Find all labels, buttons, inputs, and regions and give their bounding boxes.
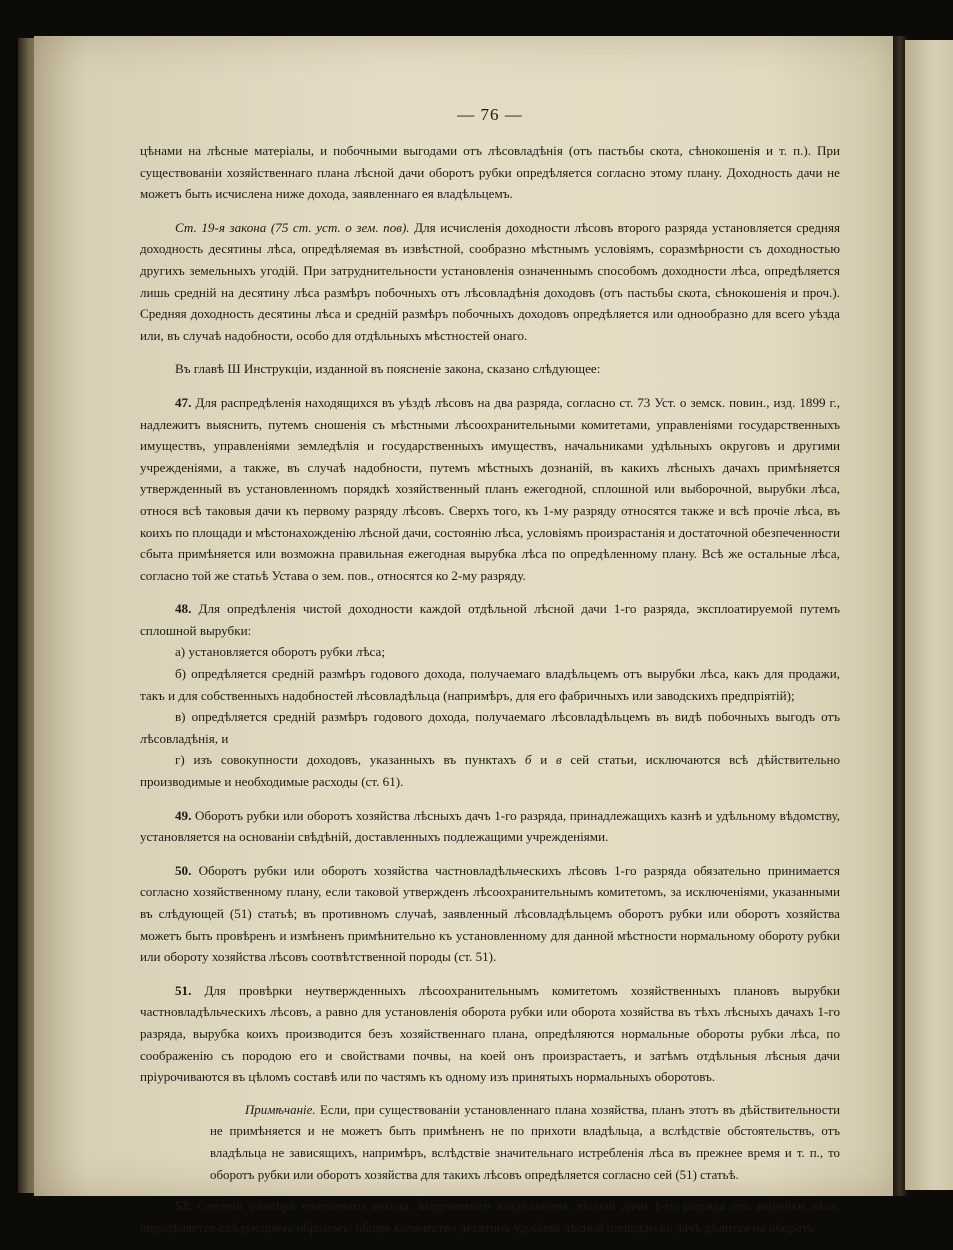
page-number: — 76 — bbox=[457, 105, 523, 124]
article-48-item-g bbox=[140, 749, 840, 792]
note-label: Примѣчаніе. bbox=[245, 1102, 316, 1117]
article-52 bbox=[140, 1195, 840, 1238]
article-48-text: Для опредѣленія чистой доходности каждой отдѣльной лѣсной дачи 1-го разряда, эксплоатируемой путемъ сплошной вырубки: bbox=[140, 601, 840, 638]
article-51 bbox=[140, 980, 840, 1088]
article-49-text: Оборотъ рубки или оборотъ хозяйства лѣсныхъ дачъ 1-го разряда, принадлежащихъ казнѣ и удѣльному вѣдомству, установляется на основаніи свѣдѣній, доставленныхъ подлежащими учрежденіями. bbox=[140, 807, 840, 845]
article-50 bbox=[140, 860, 840, 968]
article-48-item-a: а) установляется оборотъ рубки лѣса; bbox=[175, 644, 385, 660]
article-47 bbox=[140, 392, 840, 586]
article-51-note bbox=[210, 1100, 840, 1186]
note-text: Если, при существованіи установленнаго плана хозяйства, планъ этотъ въ дѣйствительности не примѣняется и не можетъ быть примѣненъ не по прихоти владѣльца, а вслѣдствіе обстоятельствъ, отъ владѣльца не зависящихъ, напримѣръ, вслѣдствіе значительнаго истребленія лѣса въ прежнее время и т. п., то оборотъ рубки или оборотъ хозяйства для такихъ лѣсовъ опредѣляется согласно сей (51) статьѣ. bbox=[210, 1102, 840, 1182]
next-page-edge bbox=[905, 40, 953, 1190]
article-19-reference: Ст. 19-я закона (75 ст. уст. о зем. пов). bbox=[175, 219, 410, 235]
paragraph-chapter-intro: Въ главѣ Ш Инструкціи, изданной въ поясненіе закона, сказано слѣдующее: bbox=[175, 361, 601, 377]
article-48-item-b: б) опредѣляется средній размѣръ годового дохода, получаемаго владѣльцемъ отъ вырубки лѣса, какъ для продажи, такъ и для собственныхъ надобностей лѣсовладѣльца (напримѣръ, для его фабричныхъ или заводскихъ предпріятій); bbox=[140, 666, 840, 703]
page-text bbox=[140, 100, 840, 1250]
article-48-item-v: в) опредѣляется средній размѣръ годового дохода, получаемаго лѣсовладѣльцемъ въ видѣ побочныхъ выгодъ отъ лѣсовладѣнія, и bbox=[140, 709, 840, 746]
article-48-item-g-start: г) изъ совокупности доходовъ, указанныхъ въ пунктахъ bbox=[175, 752, 525, 768]
article-48-intro bbox=[140, 598, 840, 641]
article-49 bbox=[140, 805, 840, 848]
article-47-text: Для распредѣленія находящихся въ уѣздѣ лѣсовъ на два разряда, согласно ст. 73 Уст. о земск. повин., изд. 1899 г., надлежитъ выяснить, путемъ сношенія съ мѣстными лѣсоохранительными комитетами, управленіями государственныхъ имуществъ, управленіями земледѣлія и государственныхъ имуществъ, начальниками удѣльныхъ округовъ и другими учрежденіями, а также, въ случаѣ надобности, путемъ мѣстныхъ дознаній, въ какихъ лѣсныхъ дачахъ примѣняется утвержденный въ установленномъ порядкѣ хозяйственный планъ ежегодной, сплошной или выборочной, вырубки лѣса, относя всѣ таковыя дачи къ первому разряду лѣсовъ. Сверхъ того, къ 1-му разряду относятся также и всѣ прочіе лѣса, въ коихъ по площади и мѣстонахожденію лѣсной дачи, состоянію лѣса, условіямъ произрастанія и достаточной обезпеченности сбыта примѣняется или возможна правильная ежегодная вырубка лѣса по опредѣленному плану. Всѣ же остальные лѣса, согласно той же статьѣ Устава о зем. пов., относятся ко 2-му разряду. bbox=[140, 394, 840, 583]
article-52-number: 52. bbox=[175, 1198, 192, 1214]
article-19-text: Для исчисленія доходности лѣсовъ второго разряда установляется средняя доходность десятины лѣса, опредѣляемая въ извѣстной, сообразно мѣстнымъ условіямъ, соразмѣрности съ доходностью другихъ земельныхъ угодій. При затруднительности установленія означеннымъ способомъ доходности лѣса, опредѣляется лишь средній на десятину лѣса размѣръ побочныхъ отъ лѣсовладѣнія доходовъ (отъ пастьбы скота, сѣнокошенія и проч.). Средняя доходность десятины лѣса и средній размѣръ побочныхъ доходовъ опредѣляется или однообразно для всего уѣзда или, въ случаѣ надобности, особо для отдѣльныхъ мѣстностей онаго. bbox=[140, 219, 840, 343]
article-48-item-g-and: и bbox=[531, 752, 556, 768]
article-52-text: Средній размѣръ ежегоднаго дохода, выручаемаго владѣльцемъ лѣсной дачи 1-го разряда отъ вырубки лѣса, опредѣляется слѣдующимъ образомъ: общее количество десятинъ удобной лѣсной площади въ дачѣ дѣлится на оборотъ bbox=[140, 1198, 840, 1235]
article-51-number: 51. bbox=[175, 982, 192, 998]
article-48 bbox=[140, 598, 840, 792]
article-50-number: 50. bbox=[175, 862, 192, 878]
article-48-number: 48. bbox=[175, 601, 192, 617]
article-48-item-g-ref-b: б bbox=[524, 752, 532, 768]
paragraph-article-19 bbox=[140, 217, 840, 347]
article-50-text: Оборотъ рубки или оборотъ хозяйства частновладѣльческихъ лѣсовъ 1-го разряда обязательно принимается согласно хозяйственному плану, если таковой утвержденъ лѣсоохранительнымъ комитетомъ, за исключеніями, указанными въ слѣдующей (51) статьѣ; въ противномъ случаѣ, заявленный лѣсовладѣльцемъ оборотъ рубки или оборотъ хозяйства можетъ быть провѣренъ и измѣненъ примѣнительно къ установленному для данной мѣстности нормальному обороту рубки или обороту хозяйства лѣсовъ соотвѣтственной породы (ст. 51). bbox=[140, 862, 840, 965]
article-49-number: 49. bbox=[175, 807, 192, 823]
article-51-text: Для провѣрки неутвержденныхъ лѣсоохранительнымъ комитетомъ хозяйственныхъ плановъ вырубки частновладѣльческихъ лѣсовъ, а равно для установленія оборота рубки или оборота хозяйства въ тѣхъ лѣсныхъ дачахъ 1-го разряда, вырубка коихъ производится безъ хозяйственнаго плана, опредѣляются нормальные обороты рубки лѣса, по соображенію съ породою его и свойствами почвы, на коей онъ произрастаетъ, и затѣмъ отдѣльныя лѣсныя дачи пріурочиваются въ цѣломъ составѣ или по частямъ къ одному изъ принятыхъ нормальныхъ оборотовъ. bbox=[140, 982, 840, 1085]
article-48-item-g-ref-v: в bbox=[555, 752, 562, 768]
article-47-number: 47. bbox=[175, 394, 192, 410]
article-48-item-g-end: сей статьи, исключаются всѣ дѣйствительно производимые и необходимые расходы (ст. 61). bbox=[140, 752, 840, 790]
paragraph-intro: цѣнами на лѣсные матеріалы, и побочными выгодами отъ лѣсовладѣнія (отъ пастьбы скота, сѣнокошенія и т. п.). При существованіи хозяйственнаго плана лѣсной дачи оборотъ рубки опредѣляется согласно этому плану. Доходность дачи не можетъ быть исчислена ниже дохода, заявленнаго ея владѣльцемъ. bbox=[140, 143, 840, 202]
